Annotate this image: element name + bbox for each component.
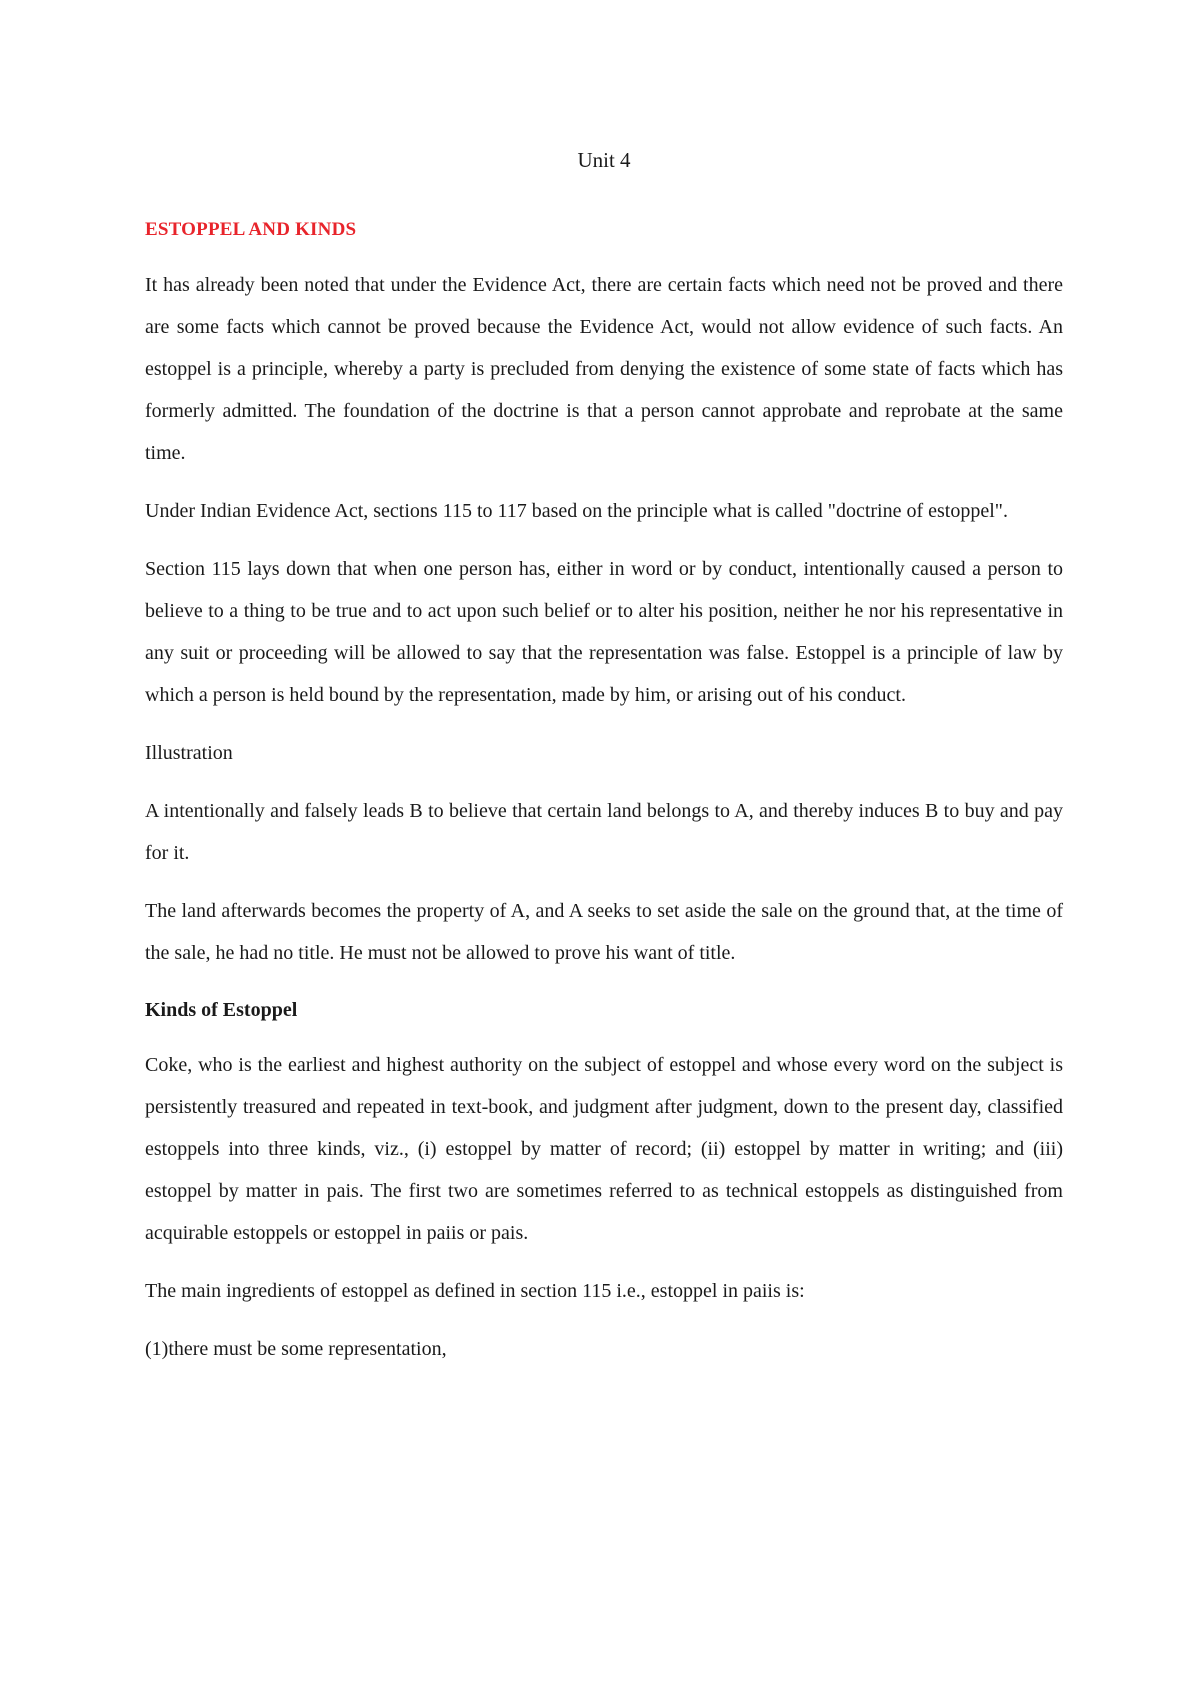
paragraph-ingredients: The main ingredients of estoppel as defined in section 115 i.e., estoppel in paiis is:	[145, 1280, 805, 1302]
paragraph-illustration-b: The land afterwards becomes the property of A, and A seeks to set aside the sale on the ground that, at the time of the sale, he had no title. He must not be allowed to prove his want of title.	[145, 900, 1063, 964]
illustration-label: Illustration	[145, 742, 233, 764]
list-item-representation: (1)there must be some representation,	[145, 1338, 447, 1360]
section-heading: ESTOPPEL AND KINDS	[145, 219, 357, 240]
document-page	[145, 140, 1063, 1386]
kinds-heading: Kinds of Estoppel	[145, 999, 298, 1021]
paragraph-indian-evidence-act: Under Indian Evidence Act, sections 115 to 117 based on the principle what is called "doctrine of estoppel".	[145, 500, 1008, 522]
paragraph-intro: It has already been noted that under the Evidence Act, there are certain facts which need not be proved and there are some facts which cannot be proved because the Evidence Act, would not allow evidence of such facts. An estoppel is a principle, whereby a party is precluded from denying the existence of some state of facts which has formerly admitted. The foundation of the doctrine is that a person cannot approbate and reprobate at the same time.	[145, 274, 1063, 464]
paragraph-section-115: Section 115 lays down that when one person has, either in word or by conduct, intentionally caused a person to believe to a thing to be true and to act upon such belief or to alter his position, neither he nor his representative in any suit or proceeding will be allowed to say that the representation was false. Estoppel is a principle of law by which a person is held bound by the representation, made by him, or arising out of his conduct.	[145, 558, 1063, 706]
paragraph-coke: Coke, who is the earliest and highest authority on the subject of estoppel and whose every word on the subject is persistently treasured and repeated in text-book, and judgment after judgment, down to the present day, classified estoppels into three kinds, viz., (i) estoppel by matter of record; (ii) estoppel by matter in writing; and (iii) estoppel by matter in pais. The first two are sometimes referred to as technical estoppels as distinguished from acquirable estoppels or estoppel in paiis or pais.	[145, 1054, 1063, 1244]
unit-title: Unit 4	[577, 148, 631, 172]
paragraph-illustration-a: A intentionally and falsely leads B to believe that certain land belongs to A, and thereby induces B to buy and pay for it.	[145, 800, 1063, 864]
